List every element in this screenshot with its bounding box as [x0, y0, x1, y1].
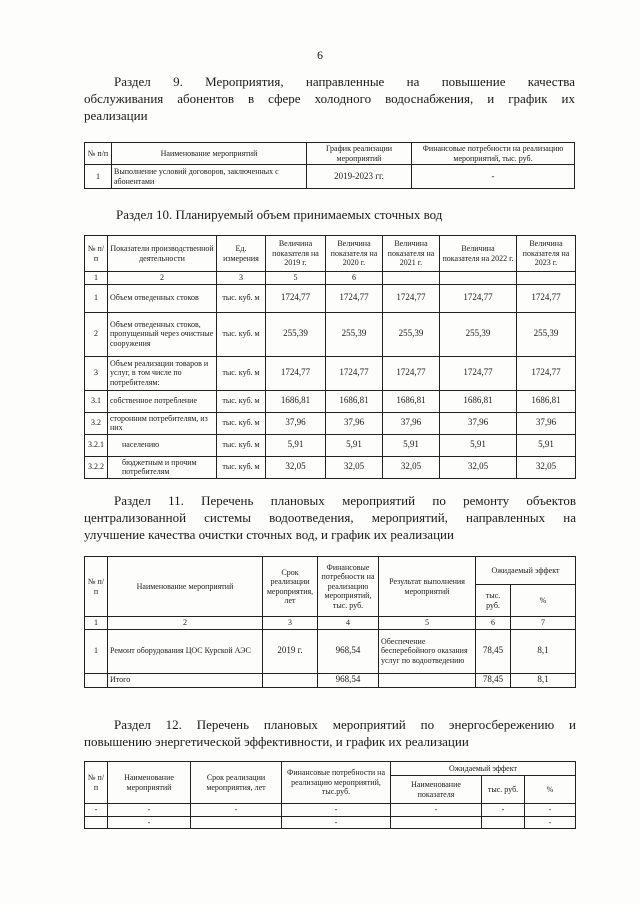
- s9-header-finance: Финансовые потребности на реализацию мероприятий, тыс. руб.: [412, 143, 575, 165]
- s9-row-schedule: 2019-2023 гг.: [307, 165, 412, 189]
- section-9-title: Раздел 9. Мероприятия, направленные на повышение качества обслуживания абонентов в сфере холодного водоснабжения, и график их реализации: [84, 74, 575, 123]
- s9-header-num: № п/п: [85, 143, 112, 165]
- s9-row-name: Выполнение условий договоров, заключенных с абонентами: [112, 165, 307, 189]
- s10-colnum-6: 6: [326, 272, 383, 285]
- table-row: - - -: [85, 816, 576, 829]
- s12-header-finance: Финансовые потребности на реализацию мероприятий, тыс.руб.: [282, 762, 391, 804]
- s11-header-effect: Ожидаемый эффект: [476, 557, 576, 585]
- section-11-table: № п/п Наименование мероприятий Срок реализации мероприятия, лет Финансовые потребности на реализацию мероприятий, тыс. руб. Результат выполнения мероприятий Ожидаемый эффект тыс. руб. % 1 2 3 4 5 6 7 1 Ремонт оборудования ЦОС Курской АЭС 2019 г. 968,54 Обеспечение бесперебойного оказания услуг по водоотведению 78,45 8,1 Итого 968,54 78,45 8,1: [84, 556, 576, 688]
- table-row: 1 Ремонт оборудования ЦОС Курской АЭС 2019 г. 968,54 Обеспечение бесперебойного оказания услуг по водоотведению 78,45 8,1: [85, 629, 576, 673]
- s10-header-2023: Величина показателя на 2023 г.: [517, 236, 576, 272]
- s10-header-unit: Ед. измерения: [217, 236, 266, 272]
- s12-header-effect-rub: тыс. руб.: [482, 776, 525, 804]
- s12-header-term: Срок реализации мероприятия, лет: [191, 762, 282, 804]
- s11-header-finance: Финансовые потребности на реализацию мероприятий, тыс. руб.: [318, 557, 379, 617]
- s10-header-indicator: Показатели производственной деятельности: [108, 236, 217, 272]
- table-row: 1 Объем отведенных стоков тыс. куб. м 1724,77 1724,77 1724,77 1724,77 1724,77: [85, 284, 576, 312]
- section-12-table: [84, 761, 576, 829]
- table-row: 3 Объем реализации товаров и услуг, в том числе по потребителям: тыс. куб. м 1724,77 1724,77 1724,77 1724,77 1724,77: [85, 356, 576, 390]
- s11-header-num: № п/п: [85, 557, 108, 617]
- s11-header-effect-pct: %: [511, 585, 576, 617]
- section-9-table: [84, 142, 575, 189]
- table-row: 3.2 сторонним потребителям, из них тыс. куб. м 37,96 37,96 37,96 37,96 37,96: [85, 412, 576, 434]
- table-row: 3.1 собственное потребление тыс. куб. м 1686,81 1686,81 1686,81 1686,81 1686,81: [85, 390, 576, 412]
- s12-header-indicator: Наименование показателя: [391, 776, 482, 804]
- s11-header-result: Результат выполнения мероприятий: [379, 557, 476, 617]
- s12-header-effect-pct: %: [525, 776, 576, 804]
- s10-colnum-1: 1: [85, 272, 108, 285]
- s10-header-num: № п/п: [85, 236, 108, 272]
- table-row-total: Итого 968,54 78,45 8,1: [85, 673, 576, 687]
- table-row: - - - - - - -: [85, 804, 576, 817]
- table-row: 3.2.1 населению тыс. куб. м 5,91 5,91 5,91 5,91 5,91: [85, 434, 576, 456]
- table-row: 2 Объем отведенных стоков, пропущенный через очистные сооружения тыс. куб. м 255,39 255,39 255,39 255,39 255,39: [85, 312, 576, 356]
- s9-header-schedule: График реализации мероприятий: [307, 143, 412, 165]
- s11-header-term: Срок реализации мероприятия, лет: [263, 557, 318, 617]
- section-12-title: Раздел 12. Перечень плановых мероприятий по энергосбережению и повышению энергетической эффективности, и график их реализации: [84, 717, 576, 749]
- s9-row-num: 1: [85, 165, 112, 189]
- s10-colnum-3: 3: [217, 272, 266, 285]
- s10-header-2022: Величина показателя на 2022 г.: [440, 236, 517, 272]
- s11-header-effect-rub: тыс. руб.: [476, 585, 511, 617]
- s10-header-2021: Величина показателя на 2021 г.: [383, 236, 440, 272]
- section-10-title: Раздел 10. Планируемый объем принимаемых сточных вод: [116, 207, 443, 222]
- s12-header-num: № п/п: [85, 762, 108, 804]
- s11-header-name: Наименование мероприятий: [108, 557, 263, 617]
- s10-colnum-2: 2: [108, 272, 217, 285]
- s12-header-effect: Ожидаемый эффект: [391, 762, 576, 776]
- s12-header-name: Наименование мероприятий: [108, 762, 191, 804]
- page-number: 6: [317, 48, 323, 62]
- section-10-table: [84, 235, 576, 479]
- s9-row-finance: -: [412, 165, 575, 189]
- section-11-title: Раздел 11. Перечень плановых мероприятий по ремонту объектов централизованной системы водоотведения, мероприятий, направленных на улучшение качества очистки сточных вод, и график их реализации: [84, 493, 576, 542]
- s9-header-name: Наименование мероприятий: [112, 143, 307, 165]
- s10-header-2019: Величина показателя на 2019 г.: [266, 236, 326, 272]
- s10-colnum-5: 5: [266, 272, 326, 285]
- s10-header-2020: Величина показателя на 2020 г.: [326, 236, 383, 272]
- table-row: 3.2.2 бюджетным и прочим потребителям тыс. куб. м 32,05 32,05 32,05 32,05 32,05: [85, 456, 576, 478]
